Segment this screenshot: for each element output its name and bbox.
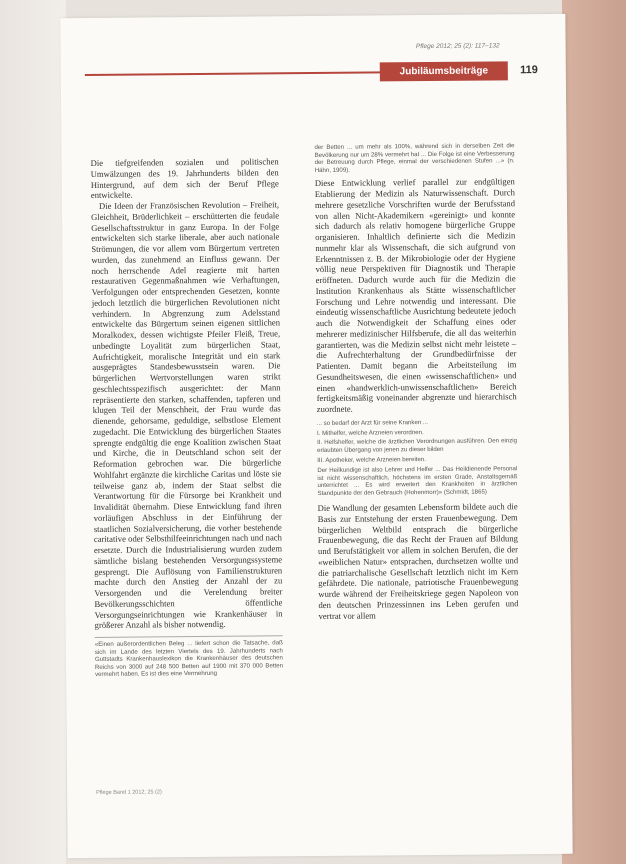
footnote-block	[95, 635, 283, 679]
paragraph: Die Wandlung der gesamten Lebensform bildete auch die Basis zur Entstehung der ersten Frauenbewegung. Dem bürgerlichen Weltbild entsprach die bürgerliche Frauenbewegung, die das Recht der Frauen auf Bildung und Berufstätigkeit vor allem in solchen Berufen, die der «weiblichen Natur» entsprachen, durchsetzen wollte und die patriarchalische Gesellschaft letztlich nicht im Kern gefährdete. Die nationale, patriotische Frauenbewegung wurde während der Freiheitskriege gegen Napoleon von den deutschen Prinzessinnen ins Leben gerufen und vertrat vor allem	[317, 501, 519, 621]
journal-reference: Pflege 2012; 25 (2): 117–132	[415, 42, 500, 51]
paragraph: Die Ideen der Französischen Revolution – Freiheit, Gleichheit, Brüderlichkeit – erschütterten die feudale Gesellschaftsstruktur in ganz Europa. In der Folge entwickelten sich starke liberale, aber auch nationale Strömungen, die vor allem vom Bürgertum vertreten wurden, das zunehmend an Einfluss gewann. Der noch herrschende Adel reagierte mit harten restaurativen Gegenmaßnahmen wie Verhaftungen, Verfolgungen oder entsprechenden Gesetzen, konnte jedoch letztlich die bürgerlichen Revolutionen nicht verhindern. In Abgrenzung zum Adelsstand entwickelte das Bürgertum seinen eigenen sittlichen Moralkodex, dessen wichtigste Pfeiler Fleiß, Treue, unbedingte Loyalität zum bürgerlichen Staat, Aufrichtigkeit, moralische Integrität und ein stark ausgeprägtes Standesbewusstsein waren. Die bürgerlichen Wertvorstellungen waren strikt geschlechtsspezifisch ausgerichtet: der Mann repräsentierte den starken, schaffenden, tapferen und klugen Teil der Menschheit, der Frau wurde das dienende, gehorsame, geduldige, selbstlose Element zugedacht. Die Entwicklung des bürgerlichen Staates sprengte endgültig die enge Koalition zwischen Staat und Kirche, die in Deutschland schon seit der Reformation gebrochen war. Die bürgerliche Wohlfahrt ergänzte die kirchliche Caritas und löste sie teilweise ganz ab, indem der Staat selbst die Verantwortung für die Fürsorge bei Krankheit und Invalidität übernahm. Diese Entwicklung fand ihren vorläufigen Abschluss in der Einführung der staatlichen Sozialversicherung, die vorher bestehende caritative oder Selbsthilfeeinrichtungen nach und nach ersetzte. Durch die Industrialisierung wurden zudem sämtliche bislang bestehenden Versorgungssysteme gesprengt. Die Auflösung von Familienstrukturen machte durch den Anstieg der Anzahl der zu Versorgenden und die Verelendung breiter Bevölkerungsschichten öffentliche Versorgungseinrichtungen wie Krankenhäuser in größerer Anzahl als bisher notwendig.	[91, 199, 283, 631]
background-left	[0, 0, 66, 864]
quote-line: II. Helfshelfer, welche die ärztlichen Verordnungen ausführen. Den einzig erlaubten Übergang von jenen zu dieser bilden	[317, 437, 518, 455]
document-page	[60, 14, 572, 858]
page-number: 119	[520, 64, 538, 77]
quote-line: Der Heilkundige ist also Lehrer und Helfer ... Das Heildienende Personal ist nicht wissenschaftlich, höchstens im ersten Grade, Anstaltsgemäß unterrichtet ... Es wird erweitert den Krankheiten in ärztlichen Standpunkte der den Gebrauch (Hohenmorr)» (Schmidt, 1865)	[317, 465, 518, 498]
paragraph: Diese Entwicklung verlief parallel zur endgültigen Etablierung der Medizin als Naturwissenschaft. Durch mehrere gesetzliche Vorschriften wurde der Berufsstand von allen Nicht-Akademikern «gereinigt» und konnte sich dadurch als relativ homogene bürgerliche Gruppe organisieren. Inhaltlich definierte sich die Medizin nunmehr klar als Wissenschaft, die sich aufgrund von Erkenntnissen z. B. der Mikrobiologie oder der Hygiene völlig neue Perspektiven für Diagnostik und Therapie eröffneten. Dadurch wurde auch für die Medizin die Institution Krankenhaus als Stätte wissenschaftlicher Forschung und Lehre notwendig und interessant. Die eindeutig wissenschaftliche Ausrichtung bedeutete jedoch auch die Notwendigkeit der Schaffung eines oder mehrerer medizinischer Hilfsberufe, die all das weiterhin garantierten, was die Medizin selbst nicht mehr leistete – die Aufrechterhaltung der Grundbedürfnisse der Patienten. Damit begann die Arbeitsteilung im Gesundheitswesen, die einen «wissenschaftlichen» und einen «handwerklich-unwissenschaftlichen» Bereich fertigkeitsmäßig voneinander abgrenzte und hierarchisch zuordnete.	[314, 176, 517, 415]
page-footer: Pflege Band 1 2012; 25 (2)	[96, 789, 162, 796]
footnote-continuation: der Betten ... um mehr als 100%, während sich in derselben Zeit die Bevölkerung nur um 28% vermehrt hat ... Die Folge ist eine Verbesserung der Betreuung durch Pflege, einmal der verschiedenen Stufen ...» (n. Hähn, 1909).	[314, 142, 515, 174]
footnote: «Einen außerordentlichen Beleg ... liefert schon die Tatsache, daß sich im Lande des letzten Viertels des 19. Jahrhunderts nach Guttstadts Krankenhauslexikon die Krankenhäuser des deutschen Reichs von 3000 auf 248 500 Betten auf 1900 mit 370 000 Betten vermehrt haben. Es ist dies eine Vermehrung	[94, 639, 284, 679]
quote-line: I. Mithelfer, welche Arzneien verordnen.	[316, 428, 424, 437]
header-rule	[85, 71, 385, 76]
section-tab: Jubiläumsbeiträge	[380, 61, 508, 81]
left-column	[91, 156, 284, 679]
paragraph: Die tiefgreifenden sozialen und politischen Umwälzungen des 19. Jahrhunderts bilden den Hintergrund, auf dem sich der Beruf Pflege entwickelte.	[90, 156, 279, 201]
quote-block	[317, 418, 518, 498]
quote-line: III. Apotheker, welche Arzneien bereiten.	[317, 456, 426, 465]
quote-line: ... so bedarf der Arzt für seine Kranken ...	[316, 418, 429, 427]
right-column	[314, 142, 518, 621]
